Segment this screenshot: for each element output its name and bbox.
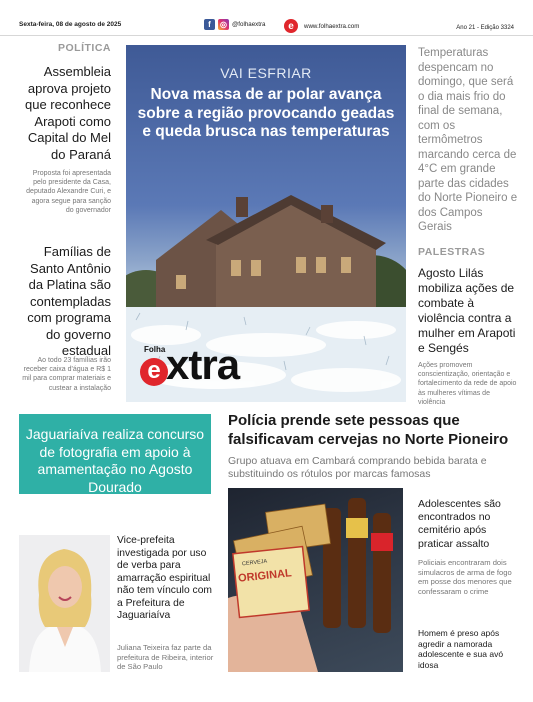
edition-number: Ano 21 - Edição 3324 <box>456 25 514 31</box>
folha-extra-logo <box>140 341 310 395</box>
section-palestras: PALESTRAS <box>418 246 486 258</box>
lead-photo[interactable] <box>126 45 406 402</box>
deck-adolescentes: Policiais encontraram dois simulacros de arma de fogo em posse dos menores que confessaram o crime <box>418 558 512 596</box>
deck-agosto-lilas: Ações promovem conscientização, orientação e fortalecimento da rede de apoio às mulheres vítimas de violência <box>418 362 517 406</box>
masthead-bar <box>0 0 533 36</box>
deck-assembleia: Proposta foi apresentada pelo presidente da Casa, deputado Alexandre Curi, e agora segue para sanção do governador <box>26 170 111 214</box>
beer-label-top: CERVEJA <box>241 558 268 568</box>
instagram-icon[interactable]: ◎ <box>218 19 229 30</box>
lead-kicker: VAI ESFRIAR <box>220 65 312 81</box>
fake-beer-photo[interactable] <box>228 488 403 672</box>
deck-vice-prefeita: Juliana Teixeira faz parte da prefeitura de Ribeira, interior de São Paulo <box>117 643 214 671</box>
logo-folha: Folha <box>144 345 166 354</box>
headline-agosto-lilas[interactable]: Agosto Lilás mobiliza ações de combate à violência contra a mulher em Arapoti e Sengés <box>418 266 516 355</box>
website-link[interactable] <box>284 19 359 33</box>
lead-story-text: Temperaturas despencam no domingo, que será o dia mais frio do final de semana, com os termômetros marcando cerca de 4°C em grande parte das cidades do Norte Pioneiro e dos Campos Gerais <box>418 47 518 233</box>
deck-cervejas: Grupo atuava em Cambará comprando bebida barata e substituindo os rótulos por marcas famosas <box>228 455 487 480</box>
headline-homem-preso[interactable]: Homem é preso após agredir a namorada adolescente e sua avó idosa <box>418 628 504 670</box>
concurso-fotografia-box[interactable]: Jaguariaíva realiza concurso de fotografia em apoio à amamentação no Agosto Dourado <box>19 414 211 494</box>
vice-prefeita-photo[interactable] <box>19 535 110 672</box>
headline-vice-prefeita[interactable]: Vice-prefeita investigada por uso de verba para amarração espiritual não tem vínculo com a Prefeitura de Jaguariaíva <box>117 535 213 621</box>
headline-familias[interactable]: Famílias de Santo Antônio da Platina são contempladas com programa do governo estadual <box>27 244 111 358</box>
headline-adolescentes[interactable]: Adolescentes são encontrados no cemitério após praticar assalto <box>418 498 501 550</box>
deck-familias: Ao todo 23 famílias irão receber caixa d'água e R$ 1 mil para comprar materiais e custear a instalação <box>22 357 111 392</box>
lead-headline[interactable]: Nova massa de ar polar avança sobre a região provocando geadas e queda brusca nas temperaturas <box>137 86 395 140</box>
social-handles <box>204 19 265 30</box>
headline-assembleia[interactable]: Assembleia aprova projeto que reconhece Arapoti como Capital do Mel do Paraná <box>24 64 111 162</box>
section-politica: POLÍTICA <box>58 42 111 54</box>
headline-cervejas[interactable]: Polícia prende sete pessoas que falsificavam cervejas no Norte Pioneiro <box>228 412 509 448</box>
woman-portrait-illustration <box>19 535 110 672</box>
logo-e-icon: e <box>140 358 168 386</box>
logo-xtra: xtra <box>166 341 240 388</box>
extra-e-icon: e <box>284 19 298 33</box>
website-url[interactable]: www.folhaextra.com <box>304 22 360 30</box>
facebook-icon[interactable]: f <box>204 19 215 30</box>
social-handle[interactable]: @folhaextra <box>232 21 266 28</box>
beer-label-brand: ORIGINAL <box>237 567 293 585</box>
issue-date: Sexta-feira, 08 de agosto de 2025 <box>19 21 122 28</box>
